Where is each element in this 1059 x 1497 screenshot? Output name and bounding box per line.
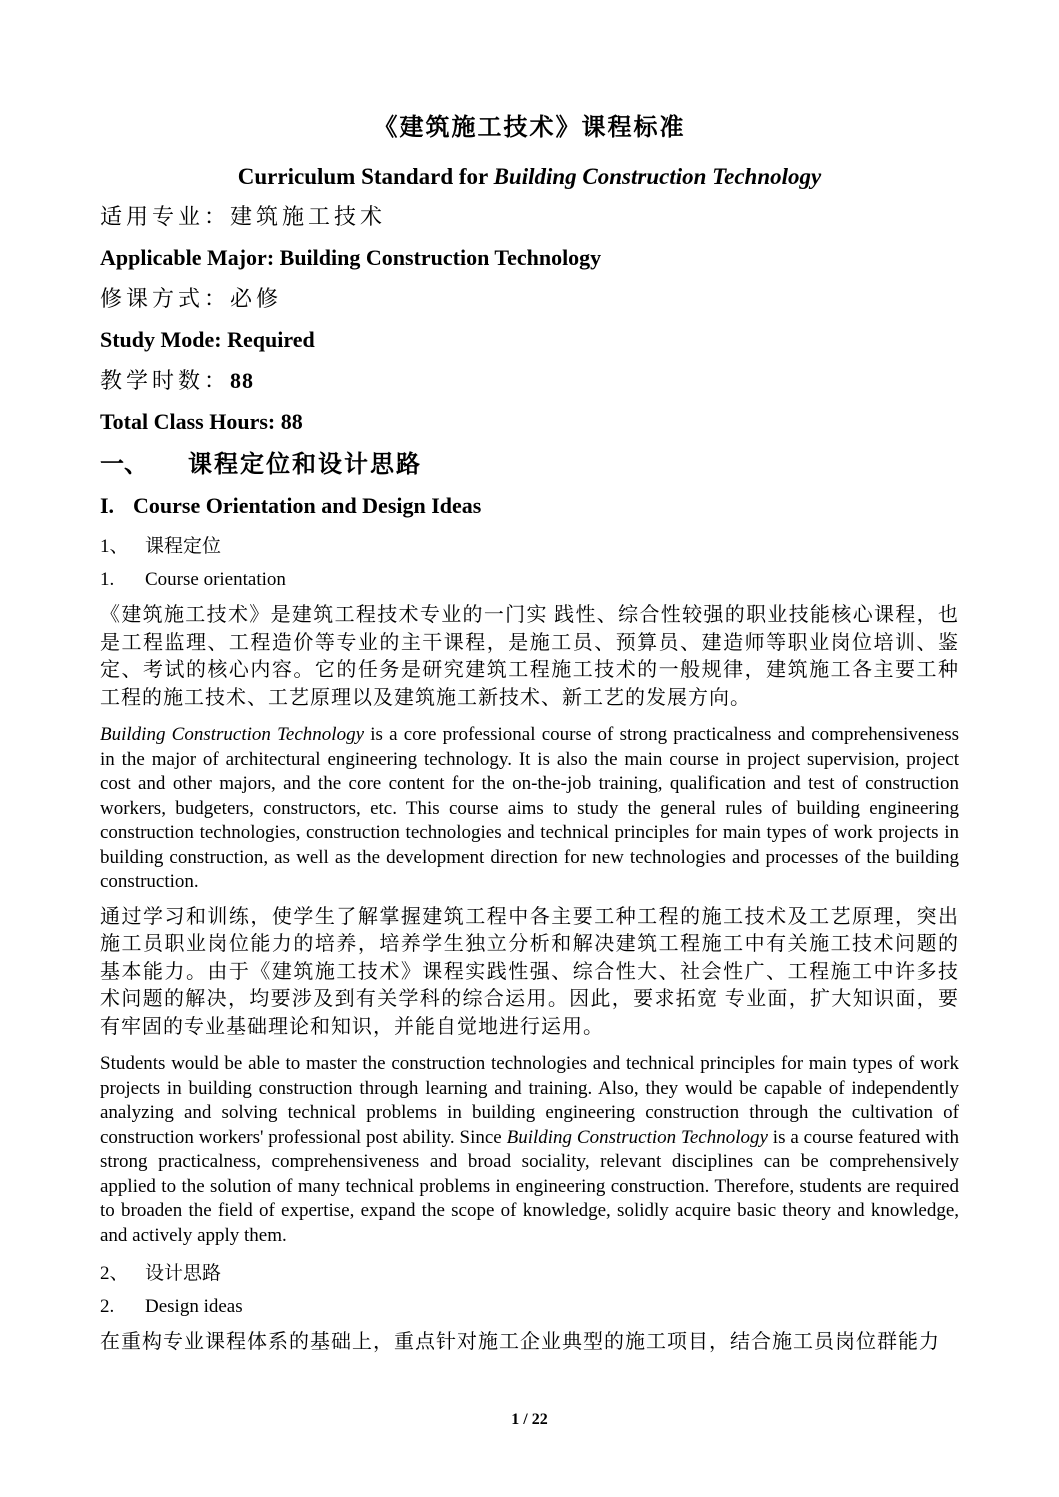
course-orientation-paragraph2-en: [100, 1052, 959, 1248]
subsection2-heading-en: [100, 1294, 959, 1320]
subsection1-heading-zh: [100, 534, 959, 560]
subsection2-heading-en-label: Design ideas: [145, 1296, 243, 1317]
subsection2-heading-zh-number: 2、: [100, 1263, 129, 1284]
subsection1-heading-en-label: Course orientation: [145, 569, 286, 590]
study-mode-zh: 修课方式：必修: [100, 286, 283, 311]
section1-heading-en-number: I.: [100, 493, 115, 518]
class-hours-zh-label: 教学时数：: [100, 368, 231, 393]
section1-heading-zh-label: 课程定位和设计思路: [188, 452, 422, 478]
course-orientation-paragraph1-en: [100, 723, 959, 895]
page-number-indicator: 1 / 22: [511, 1411, 548, 1428]
section1-heading-zh-number: 一、: [100, 452, 148, 478]
course-name-italic-1: Building Construction Technology: [100, 724, 364, 745]
subsection1-heading-zh-number: 1、: [100, 536, 129, 557]
doc-title-zh: 《建筑施工技术》课程标准: [373, 115, 686, 141]
applicable-major-zh: 适用专业：建筑施工技术: [100, 204, 387, 229]
doc-title-en-course-name: Building Construction Technology: [493, 164, 822, 189]
subsection1-heading-en-number: 1.: [100, 569, 115, 590]
class-hours-zh-value: 88: [230, 368, 255, 393]
subsection1-heading-en: [100, 567, 959, 593]
course-orientation-paragraph2-en-tail: is a course featured with strong practicalness, comprehensiveness and broad sociality, relevant disciplines can be comprehensively applied to the solution of many technical problems in engineering construction. Therefore, students are required to broaden the field of expertise, expand the scope of knowledge, solidly acquire basic theory and knowledge, and actively apply them.: [100, 1126, 959, 1246]
class-hours-en: Total Class Hours: 88: [100, 409, 303, 434]
section1-heading-en-label: Course Orientation and Design Ideas: [133, 493, 482, 518]
course-orientation-paragraph1-en-body: is a core professional course of strong practicalness and comprehensiveness in the major of architectural engineering technology. It is also the main course in project supervision, project cost and other majors, and the core content for the on-the-job training, qualification and test of construction workers, budgeters, constructors, etc. This course aims to study the general rules of building engineering construction technologies, construction technologies and technical principles for main types of work projects in building construction, as well as the development direction for new technologies and processes of the building construction.: [100, 724, 959, 892]
subsection2-heading-zh-label: 设计思路: [145, 1263, 222, 1284]
doc-title-en-prefix: Curriculum Standard for: [237, 164, 494, 189]
subsection2-heading-en-number: 2.: [100, 1296, 115, 1317]
course-orientation-paragraph2-zh: 通过学习和训练，使学生了解掌握建筑工程中各主要工种工程的施工技术及工艺原理，突出施工员职业岗位能力的培养，培养学生独立分析和解决建筑工程施工中有关施工技术问题的基本能力。由于《建筑施工技术》课程实践性强、综合性大、社会性广、工程施工中许多技术问题的解决，均要涉及到有关学科的综合运用。因此，要求拓宽 专业面，扩大知识面，要有牢固的专业基础理论和知识，并能自觉地进行运用。: [100, 905, 959, 1038]
subsection2-heading-zh: [100, 1261, 959, 1287]
section1-heading-en: [100, 491, 959, 521]
course-orientation-paragraph2-en-lead: Students would be able to master the construction technologies and technical principles for main types of work projects in building construction through learning and training. Also, they would be capable of independently analyzing and solving technical problems in building engineering construction through the cultivation of construction workers' professional post ability. Since: [100, 1053, 959, 1148]
design-ideas-paragraph-zh: 在重构专业课程体系的基础上，重点针对施工企业典型的施工项目，结合施工员岗位群能力: [100, 1331, 940, 1353]
course-orientation-paragraph1-zh: 《建筑施工技术》是建筑工程技术专业的一门实 践性、综合性较强的职业技能核心课程，也是工程监理、工程造价等专业的主干课程，是施工员、预算员、建造师等职业岗位培训、鉴定、考试的核心内容。它的任务是研究建筑工程施工技术的一般规律，建筑施工各主要工种工程的施工技术、工艺原理以及建筑施工新技术、新工艺的发展方向。: [100, 604, 959, 709]
applicable-major-en: Applicable Major: Building Construction Technology: [100, 245, 602, 270]
course-name-italic-2: Building Construction Technology: [506, 1126, 768, 1148]
class-hours-zh: [100, 366, 959, 396]
subsection1-heading-zh-label: 课程定位: [145, 536, 222, 557]
section1-heading-zh: [100, 449, 959, 481]
doc-title-en: [100, 162, 959, 192]
study-mode-en: Study Mode: Required: [100, 327, 315, 352]
